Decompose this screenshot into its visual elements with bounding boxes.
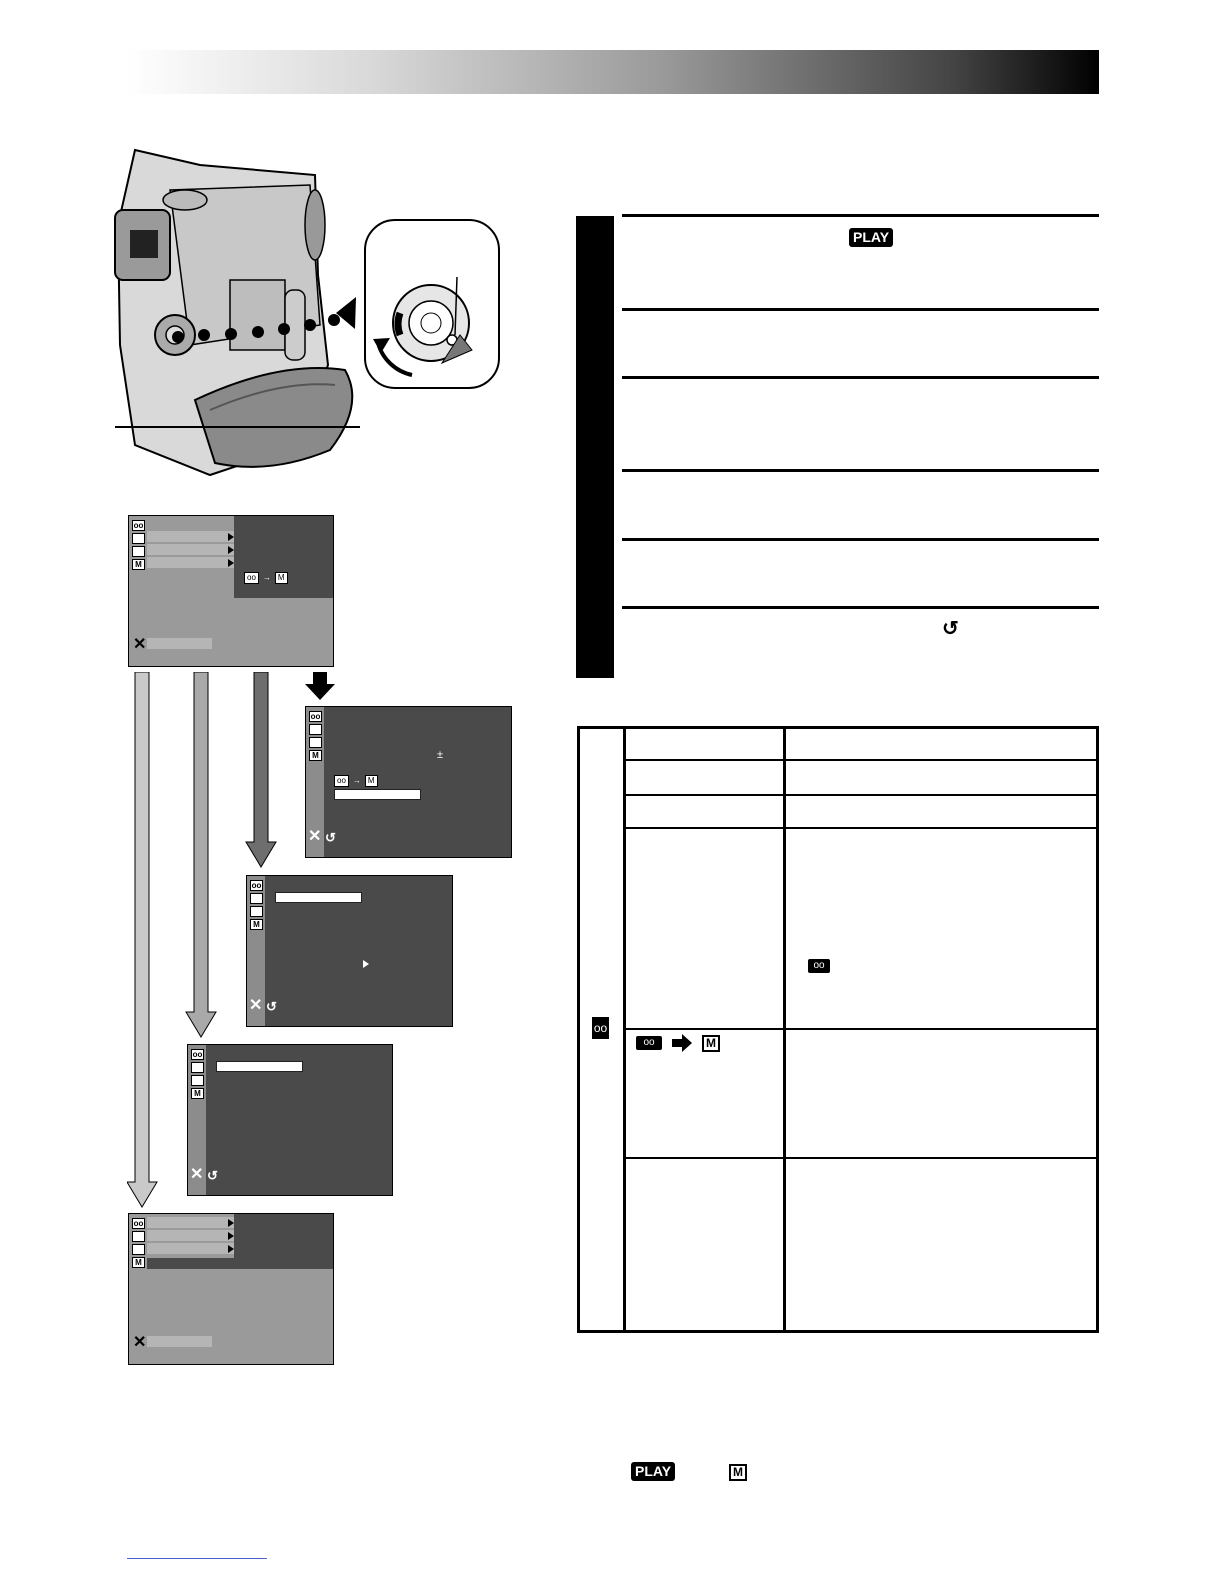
tape-icon: oo (808, 955, 830, 973)
submenu-arrow-icon (228, 559, 234, 567)
return-icon: ↺ (325, 830, 336, 845)
footer-link-line (127, 1558, 267, 1559)
tape-to-m-item: oo → M (244, 572, 288, 584)
m-menu-icon: M (191, 1088, 204, 1099)
menu-screen-2 (305, 706, 512, 858)
settings-table (577, 726, 1099, 1333)
playback-tape-icon: oo (592, 1017, 609, 1039)
down-arrow-icon (305, 672, 335, 702)
return-icon: ↺ (266, 999, 277, 1014)
menu-screen-5 (128, 1213, 334, 1365)
menu-row-highlight (147, 531, 234, 542)
m-menu-icon: M (132, 1257, 145, 1268)
camera-menu-icon (250, 893, 263, 904)
tape-menu-icon: oo (192, 1050, 203, 1059)
selected-row-highlight (275, 892, 362, 903)
step-divider (622, 376, 1099, 379)
menu-screen-4 (187, 1044, 393, 1196)
close-x-icon: ✕ (133, 636, 147, 653)
clock-menu-icon (132, 546, 145, 557)
return-icon: ↺ (207, 1168, 218, 1183)
menu-row-highlight (147, 1243, 234, 1254)
menu-row-highlight (147, 1230, 234, 1241)
return-icon: ↺ (942, 618, 959, 640)
clock-menu-icon (250, 906, 263, 917)
end-row-highlight (147, 638, 212, 649)
camera-menu-icon (309, 724, 322, 735)
camera-menu-icon (132, 533, 145, 544)
tape-menu-icon: oo (133, 521, 144, 530)
tape-menu-icon: oo (310, 712, 321, 721)
steps-side-bar (576, 216, 614, 678)
selected-row-highlight (216, 1061, 303, 1072)
menu-row-highlight (147, 1217, 234, 1228)
step-divider (622, 308, 1099, 311)
menu-screen-1 (128, 515, 334, 667)
footnote-play-badge: PLAY (631, 1462, 675, 1481)
menu-row-highlight (147, 557, 234, 568)
step-divider (622, 538, 1099, 541)
step-divider (622, 214, 1099, 217)
m-menu-icon: M (250, 919, 263, 930)
camcorder-illustration (100, 145, 510, 490)
tape-menu-icon: oo (251, 881, 262, 890)
menu-screen-3 (246, 875, 453, 1027)
clock-menu-icon (132, 1244, 145, 1255)
tape-to-m-row-label: oo M (636, 1034, 720, 1052)
close-x-icon: ✕ (190, 1166, 204, 1183)
tape-menu-icon: oo (133, 1219, 144, 1228)
close-x-icon: ✕ (308, 828, 322, 845)
selected-row-highlight (334, 789, 421, 800)
step-divider (622, 606, 1099, 609)
submenu-arrow-icon (228, 546, 234, 554)
submenu-arrow-icon (228, 1219, 234, 1227)
clock-menu-icon (191, 1075, 204, 1086)
end-row-highlight (147, 1336, 212, 1347)
footnote-m-badge: M (729, 1463, 747, 1481)
tape-to-m-item: oo → M (334, 775, 378, 787)
submenu-arrow-icon (228, 1245, 234, 1253)
step-divider (622, 469, 1099, 472)
close-x-icon: ✕ (133, 1334, 147, 1351)
m-menu-icon: M (132, 559, 145, 570)
camera-menu-icon (132, 1231, 145, 1242)
menu-row-highlight (147, 544, 234, 555)
close-x-icon: ✕ (249, 997, 263, 1014)
play-mode-badge: PLAY (849, 228, 893, 247)
submenu-arrow-icon (363, 960, 369, 968)
section-header-bar (127, 50, 1099, 94)
right-arrow-icon (672, 1034, 692, 1052)
m-menu-icon: M (309, 750, 322, 761)
submenu-arrow-icon (228, 1232, 234, 1240)
plus-minus-sign: ± (437, 749, 444, 761)
submenu-arrow-icon (228, 533, 234, 541)
camera-menu-icon (191, 1062, 204, 1073)
clock-menu-icon (309, 737, 322, 748)
